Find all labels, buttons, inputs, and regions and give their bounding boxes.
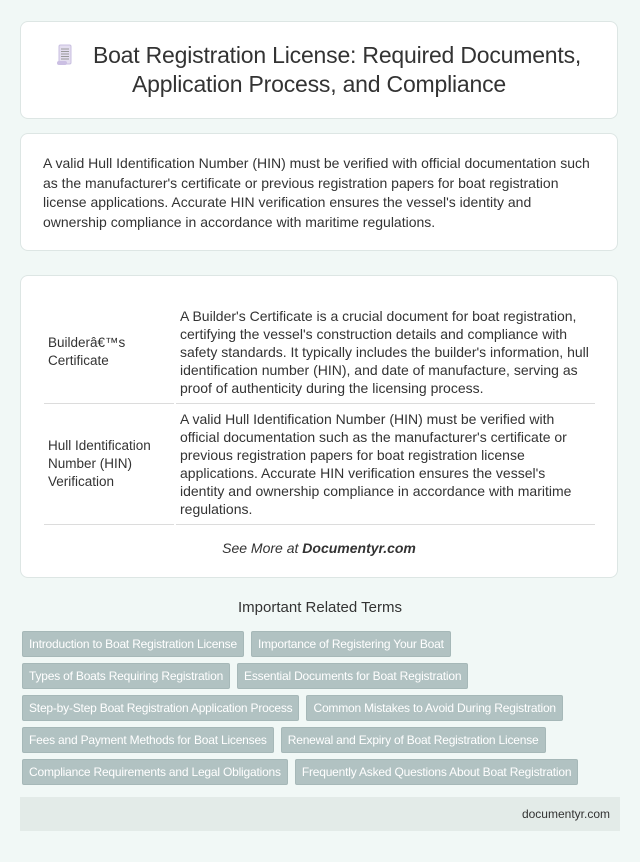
- see-more-link[interactable]: Documentyr.com: [302, 540, 416, 556]
- term-cell: Hull Identification Number (HIN) Verification: [44, 404, 174, 525]
- related-term-tag[interactable]: Importance of Registering Your Boat: [251, 631, 451, 657]
- related-term-tag[interactable]: Step-by-Step Boat Registration Application Process: [22, 695, 299, 721]
- related-term-tag[interactable]: Essential Documents for Boat Registration: [237, 663, 468, 689]
- definitions-card: [20, 275, 618, 578]
- related-terms-list: [22, 631, 622, 791]
- table-row: [44, 404, 595, 525]
- tag-row: [22, 695, 622, 721]
- related-term-tag[interactable]: Frequently Asked Questions About Boat Registration: [295, 759, 579, 785]
- related-term-tag[interactable]: Renewal and Expiry of Boat Registration License: [281, 727, 546, 753]
- related-term-tag[interactable]: Types of Boats Requiring Registration: [22, 663, 230, 689]
- related-term-tag[interactable]: Compliance Requirements and Legal Obligations: [22, 759, 288, 785]
- page-title-text: Boat Registration License: Required Documents, Application Process, and Compliance: [92, 42, 582, 97]
- term-cell: Builderâ€™s Certificate: [44, 302, 174, 404]
- related-term-tag[interactable]: Fees and Payment Methods for Boat Licenses: [22, 727, 274, 753]
- tag-row: [22, 663, 622, 689]
- intro-text: A valid Hull Identification Number (HIN) must be verified with official documentation such as the manufacturer's certificate or previous registration papers for boat registration license applications. Accurate HIN verification ensures the vessel's identity and ownership compliance in accordance with maritime regulations.: [43, 155, 590, 230]
- table-row: [44, 302, 595, 404]
- related-term-tag[interactable]: Common Mistakes to Avoid During Registration: [306, 695, 562, 721]
- title-card: [20, 21, 618, 119]
- related-term-tag[interactable]: Introduction to Boat Registration License: [22, 631, 244, 657]
- see-more-prefix: See More at: [222, 540, 303, 556]
- tag-row: [22, 759, 622, 785]
- related-terms-heading: Important Related Terms: [238, 599, 402, 616]
- tag-row: [22, 631, 622, 657]
- description-cell: A valid Hull Identification Number (HIN) must be verified with official documentation such as the manufacturer's certificate or previous registration papers for boat registration license applications. Accurate HIN verification ensures the vessel's identity and ownership compliance in accordance with maritime regulations.: [176, 404, 595, 525]
- document-scroll-icon: [57, 44, 73, 66]
- definitions-table: [42, 302, 597, 525]
- footer: [20, 797, 620, 831]
- footer-site-link[interactable]: documentyr.com: [521, 807, 610, 821]
- intro-card: [20, 133, 618, 251]
- description-cell: A Builder's Certificate is a crucial document for boat registration, certifying the vessel's construction details and compliance with safety standards. It typically includes the builder's information, hull identification number (HIN), and date of manufacture, serving as proof of authenticity during the licensing process.: [176, 302, 595, 404]
- tag-row: [22, 727, 622, 753]
- see-more-text: [21, 540, 617, 556]
- page-title: [21, 41, 617, 99]
